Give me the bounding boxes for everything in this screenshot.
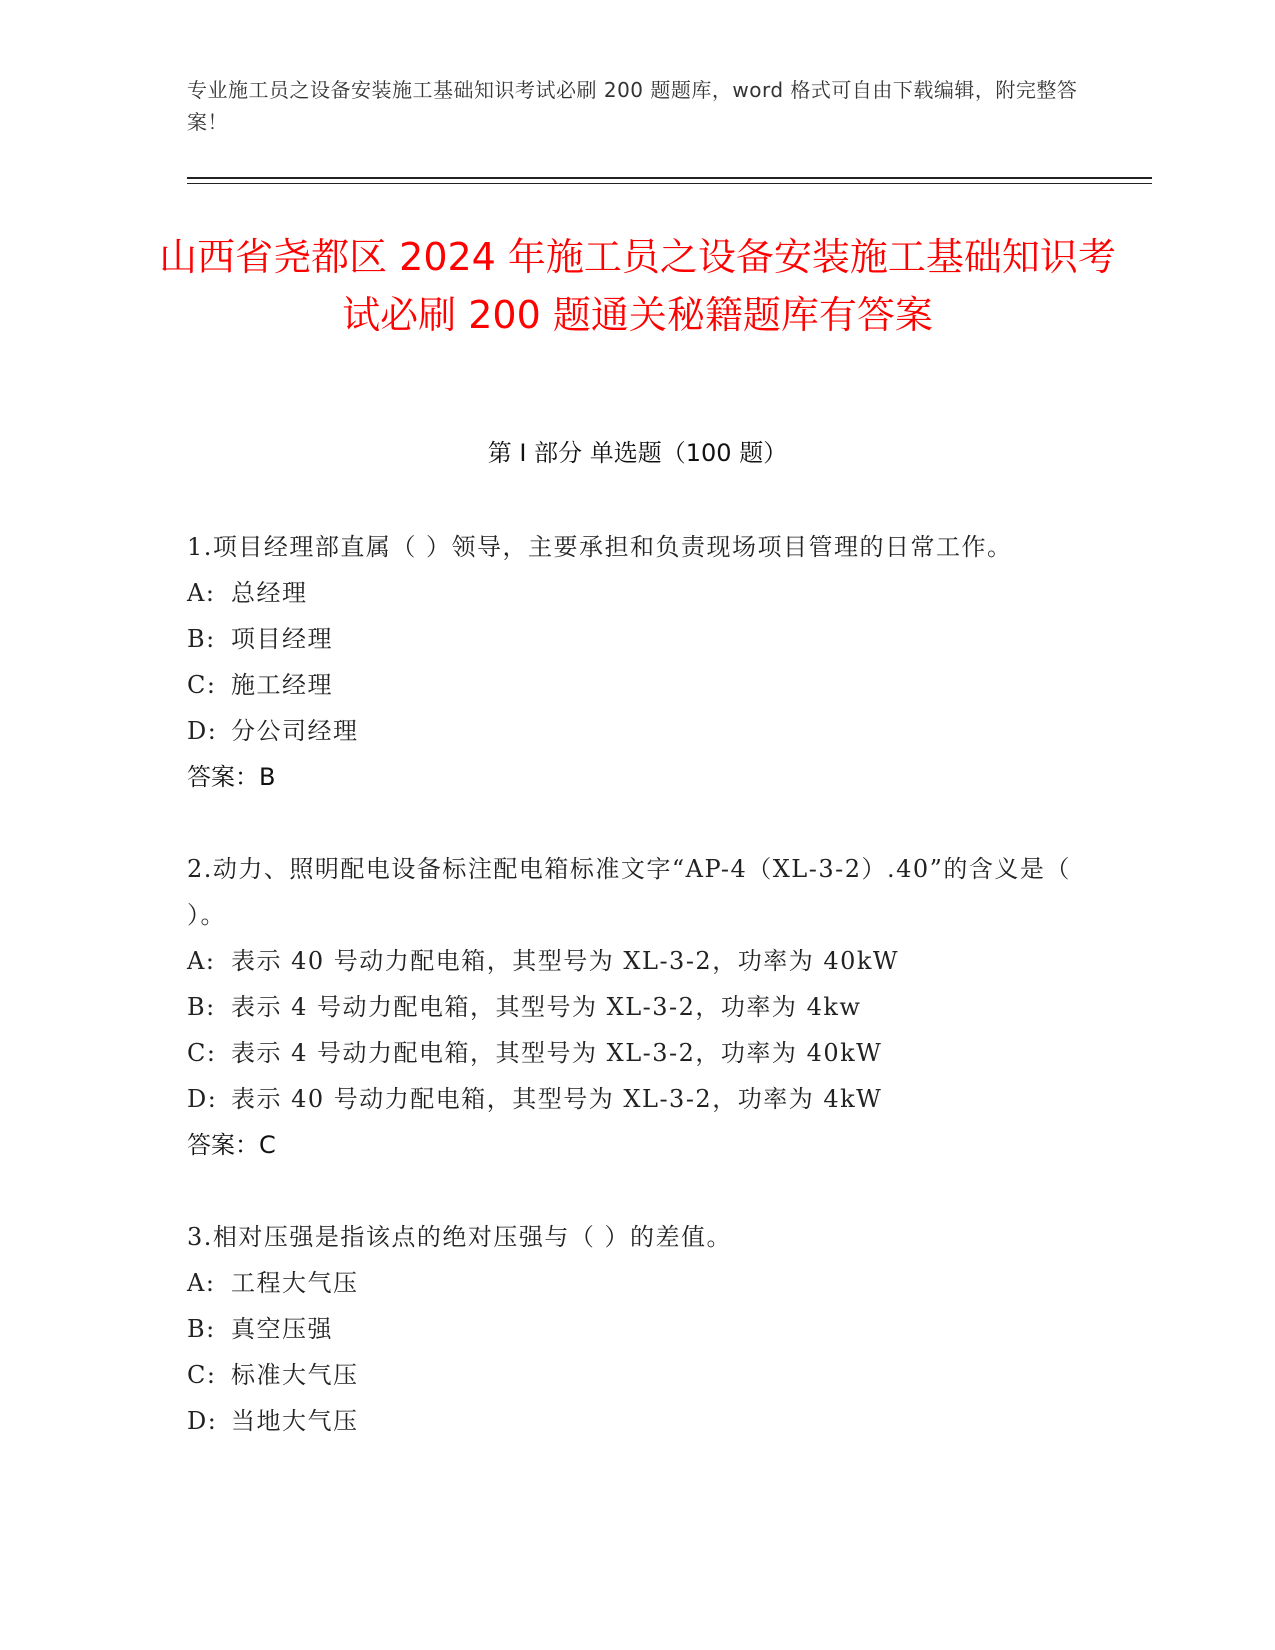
document-title: 山西省尧都区 2024 年施工员之设备安装施工基础知识考试必刷 200 题通关秘籍题库有答案 bbox=[159, 235, 1116, 337]
question-list bbox=[187, 524, 1087, 1490]
question-stem: 1.项目经理部直属（ ）领导，主要承担和负责现场项目管理的日常工作。 bbox=[187, 533, 1013, 561]
header-note: 专业施工员之设备安装施工基础知识考试必刷 200 题题库，word 格式可自由下载编辑，附完整答案！ bbox=[187, 78, 1078, 134]
option-letter: B: bbox=[187, 625, 216, 653]
option-text: 表示 40 号动力配电箱，其型号为 XL-3-2，功率为 4kW bbox=[231, 1085, 883, 1113]
option-text: 工程大气压 bbox=[231, 1269, 359, 1297]
option-text: 施工经理 bbox=[231, 671, 333, 699]
option-d bbox=[187, 1076, 1087, 1122]
section-heading: 第 I 部分 单选题（100 题） bbox=[487, 439, 788, 467]
option-c bbox=[187, 1352, 1087, 1398]
option-letter: B: bbox=[187, 1315, 216, 1343]
option-text: 总经理 bbox=[231, 579, 308, 607]
option-letter: C: bbox=[187, 1039, 217, 1067]
option-letter: A: bbox=[187, 1269, 216, 1297]
option-letter: D: bbox=[187, 717, 218, 745]
option-text: 表示 4 号动力配电箱，其型号为 XL-3-2，功率为 4kw bbox=[231, 993, 862, 1021]
option-a bbox=[187, 938, 1087, 984]
option-letter: B: bbox=[187, 993, 216, 1021]
option-letter: D: bbox=[187, 1407, 218, 1435]
option-a bbox=[187, 570, 1087, 616]
option-text: 当地大气压 bbox=[231, 1407, 359, 1435]
option-d bbox=[187, 708, 1087, 754]
question-3 bbox=[187, 1214, 1087, 1444]
option-letter: A: bbox=[187, 947, 216, 975]
header-divider-thin bbox=[187, 183, 1152, 184]
option-text: 表示 4 号动力配电箱，其型号为 XL-3-2，功率为 40kW bbox=[231, 1039, 883, 1067]
option-letter: C: bbox=[187, 671, 217, 699]
question-stem: 2.动力、照明配电设备标注配电箱标准文字“AP-4（XL-3-2）.40”的含义是（ ）。 bbox=[187, 855, 1071, 929]
header-divider-thick bbox=[187, 177, 1152, 179]
option-letter: C: bbox=[187, 1361, 217, 1389]
question-stem: 3.相对压强是指该点的绝对压强与（ ）的差值。 bbox=[187, 1223, 733, 1251]
option-c bbox=[187, 662, 1087, 708]
answer-line: 答案：B bbox=[187, 763, 276, 791]
option-text: 项目经理 bbox=[231, 625, 333, 653]
option-text: 分公司经理 bbox=[231, 717, 359, 745]
option-letter: D: bbox=[187, 1085, 218, 1113]
option-a bbox=[187, 1260, 1087, 1306]
option-b bbox=[187, 616, 1087, 662]
option-b bbox=[187, 1306, 1087, 1352]
answer-line: 答案：C bbox=[187, 1131, 276, 1159]
option-text: 真空压强 bbox=[231, 1315, 333, 1343]
question-1 bbox=[187, 524, 1087, 800]
option-text: 表示 40 号动力配电箱，其型号为 XL-3-2，功率为 40kW bbox=[231, 947, 900, 975]
option-text: 标准大气压 bbox=[231, 1361, 359, 1389]
option-letter: A: bbox=[187, 579, 216, 607]
option-c bbox=[187, 1030, 1087, 1076]
option-d bbox=[187, 1398, 1087, 1444]
question-2 bbox=[187, 846, 1087, 1168]
option-b bbox=[187, 984, 1087, 1030]
